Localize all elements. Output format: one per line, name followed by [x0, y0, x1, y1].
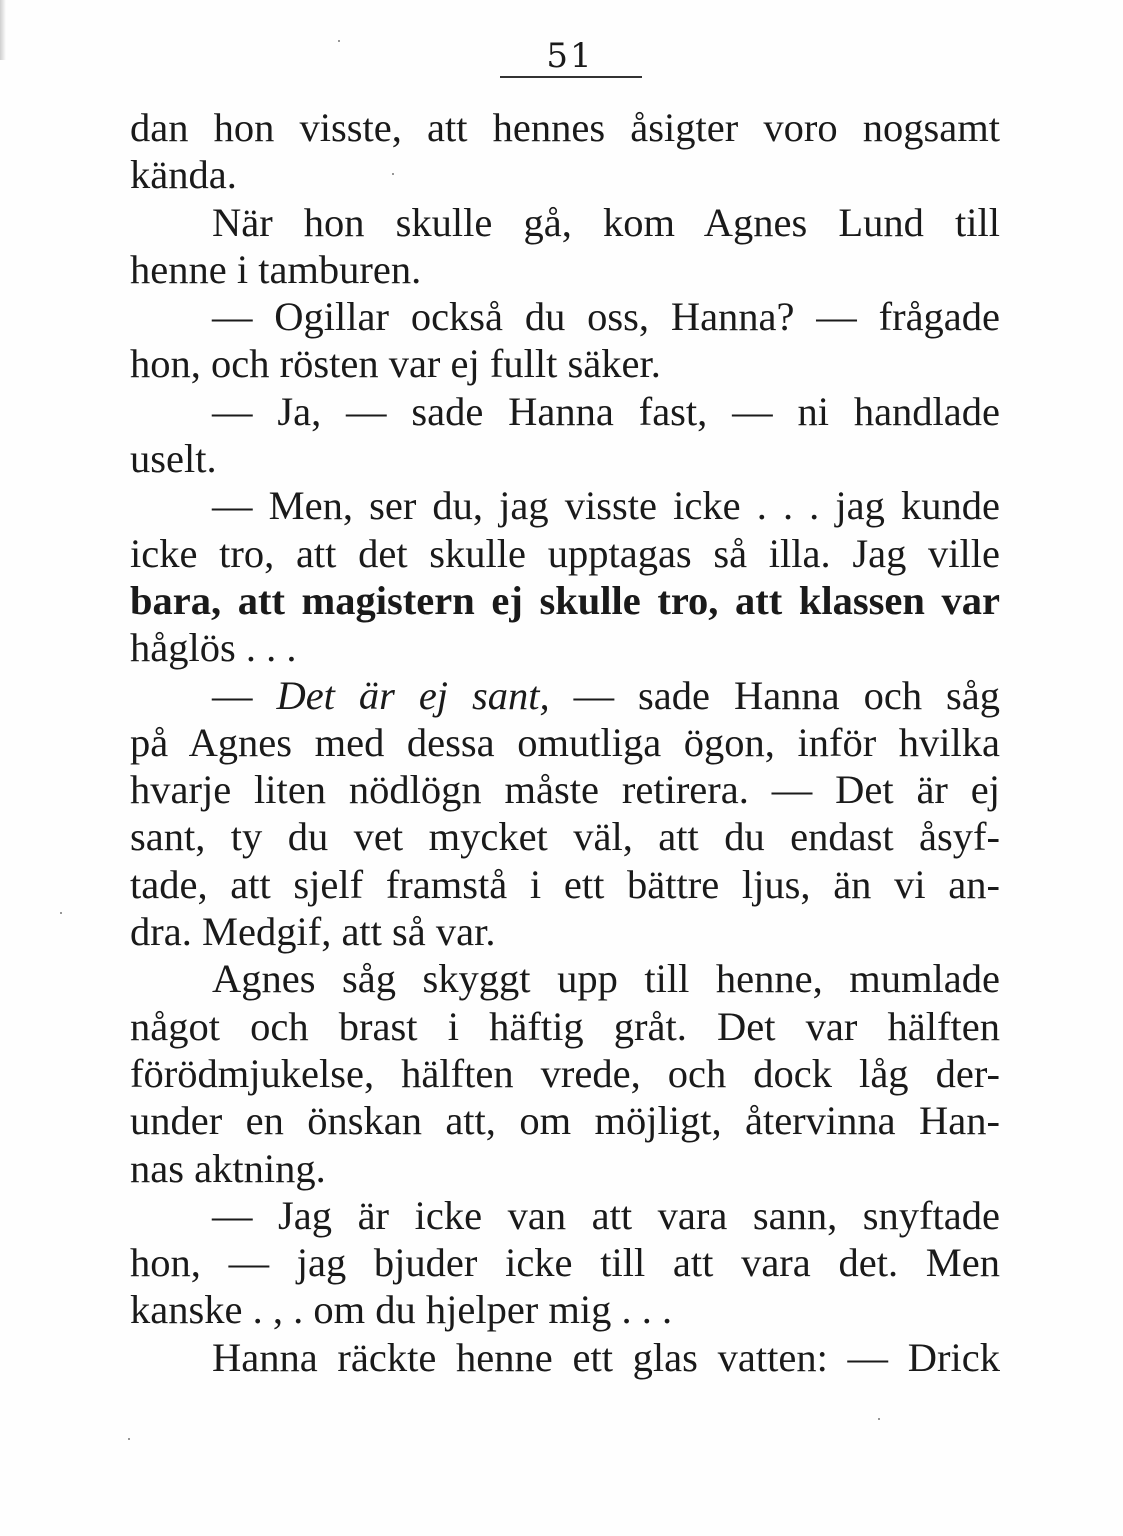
text-line: hon, och rösten var ej fullt säker.: [130, 341, 661, 387]
print-speck: [338, 40, 340, 42]
print-speck: [60, 912, 62, 914]
dash: —: [212, 672, 277, 718]
text-line: icke tro, att det skulle upptagas så illa. Jag ville: [130, 530, 1000, 576]
text-line: — Men, ser du, jag visste icke . . . jag kunde: [212, 483, 1000, 529]
text-line: förödmjukelse, hälften vrede, och dock låg der-: [130, 1050, 1000, 1096]
text-line: kanske . , . om du hjelper mig . . .: [130, 1287, 673, 1333]
text-line: bara, att magistern ej skulle tro, att klassen var: [130, 577, 1000, 623]
print-speck: [392, 173, 394, 175]
text-line: något och brast i häftig gråt. Det var hälften: [130, 1003, 1000, 1049]
text-line: — Ogillar också du oss, Hanna? — frågade: [212, 294, 1000, 340]
text-line: tade, att sjelf framstå i ett bättre ljus, än vi an-: [130, 861, 1000, 907]
text-line-with-italic: [130, 672, 1000, 719]
text-line: — Jag är icke van att vara sann, snyftade: [212, 1192, 1000, 1238]
text-line: hvarje liten nödlögn måste retirera. — Det är ej: [130, 767, 1000, 813]
page-edge-shadow: [0, 0, 6, 60]
body-text: [130, 104, 1000, 1381]
print-speck: [878, 1418, 880, 1420]
text-line: sant, ty du vet mycket väl, att du endast åsyf-: [130, 814, 1000, 860]
text-line: dra. Medgif, att så var.: [130, 909, 496, 955]
text-line: uselt.: [130, 436, 217, 482]
italic-phrase: Det är ej sant,: [276, 672, 550, 718]
page-number-rule: [500, 76, 642, 78]
text-line: dan hon visste, att hennes åsigter voro nogsamt: [130, 105, 1000, 150]
text-line: När hon skulle gå, kom Agnes Lund till: [212, 199, 1000, 245]
text-line: — Ja, — sade Hanna fast, — ni handlade: [212, 388, 1000, 434]
text-line: under en önskan att, om möjligt, återvinna Han-: [130, 1098, 1000, 1144]
text-line: nas aktning.: [130, 1145, 326, 1191]
text-line: Agnes såg skyggt upp till henne, mumlade: [212, 956, 1000, 1002]
text-line: håglös . . .: [130, 625, 297, 671]
text-line: hon, — jag bjuder icke till att vara det. Men: [130, 1240, 1000, 1286]
text-line: henne i tamburen.: [130, 246, 422, 292]
page-number: 51: [546, 36, 594, 76]
print-speck: [128, 1438, 130, 1440]
text-line: kända.: [130, 152, 237, 198]
text-line: på Agnes med dessa omutliga ögon, inför hvilka: [130, 719, 1000, 765]
text-line: Hanna räckte henne ett glas vatten: — Drick: [212, 1334, 1000, 1380]
line-rest: — sade Hanna och såg: [549, 672, 1001, 718]
